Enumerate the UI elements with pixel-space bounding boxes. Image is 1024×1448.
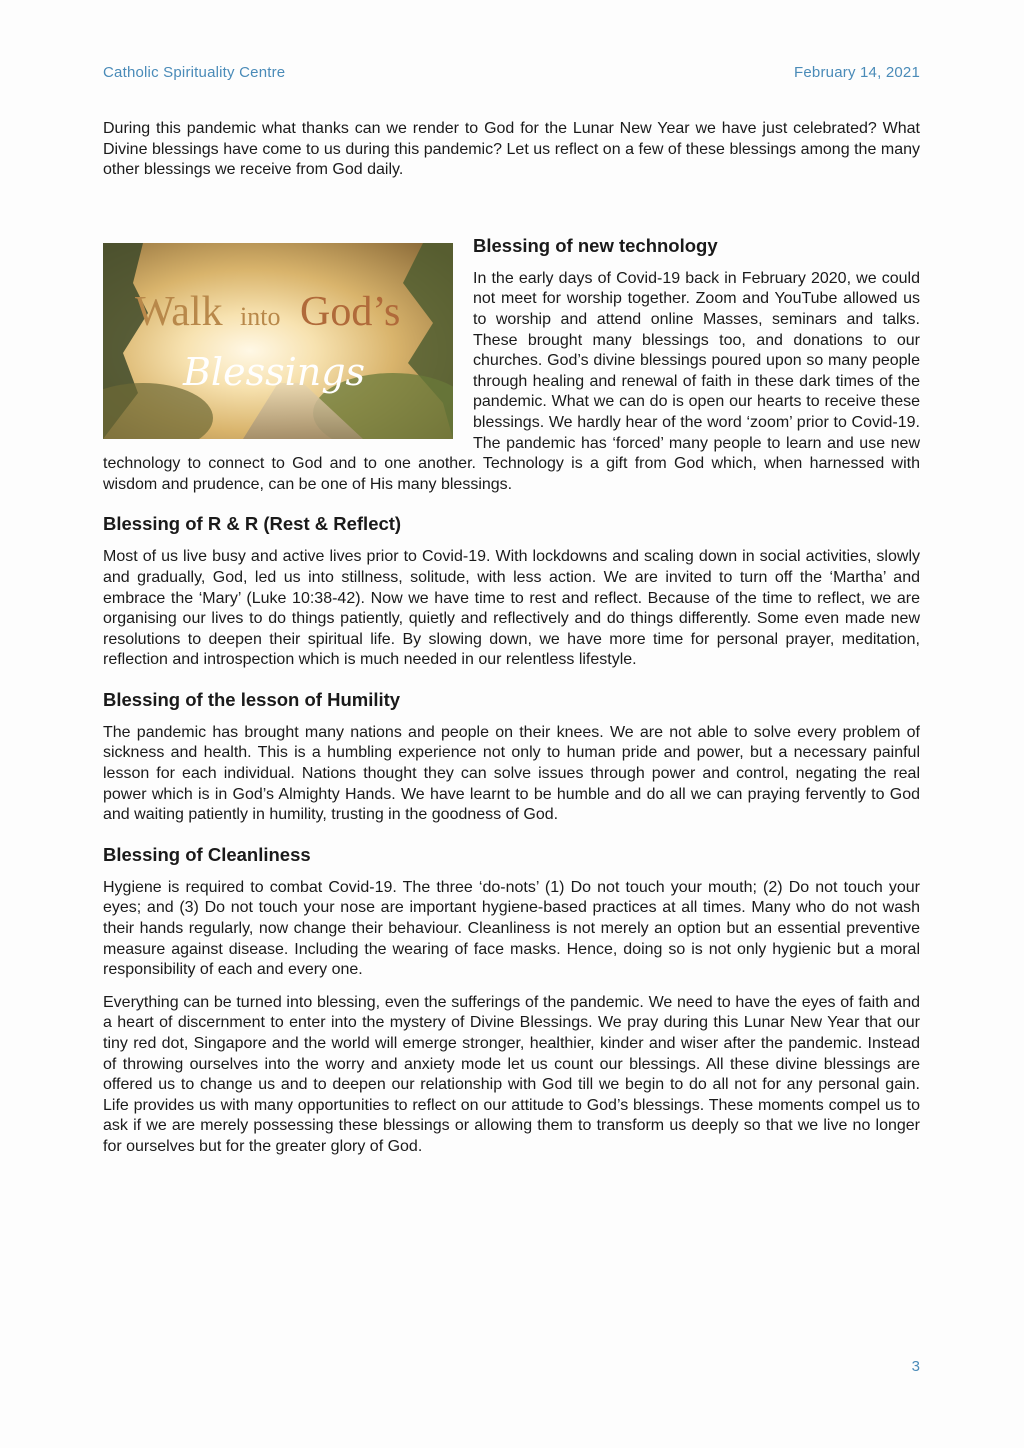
header-date: February 14, 2021 (794, 64, 920, 81)
section-heading: Blessing of R & R (Rest & Reflect) (103, 513, 402, 535)
section-paragraph: Most of us live busy and active lives prior to Covid-19. With lockdowns and scaling down in social activities, slowly and gradually, God, led us into stillness, solitude, with less action. We are invited to turn off the ‘Martha’ and embrace the ‘Mary’ (Luke 10:38-42). Now we have time to rest and reflect. Because of the time to reflect, we are organising our lives to do things patiently, quietly and reflectively and do things differently. Some even made new resolutions to deepen their spiritual life. By slowing down, we have more time for personal prayer, meditation, reflection and introspection which is much needed in our relentless lifestyle. (103, 548, 920, 669)
section-paragraph: The pandemic has brought many nations and people on their knees. We are not able to solve every problem of sickness and health. This is a humbling experience not only to human pride and power, but a necessary painful lesson for each individual. Nations thought they can solve issues through power and control, negating the real power which is in God’s Almighty Hands. We have learnt to be humble and do all we can praying fervently to God and waiting patiently in humility, trusting in the goodness of God. (103, 723, 920, 824)
article-body (103, 119, 920, 1158)
image-word-into: into (240, 301, 281, 331)
section-heading: Blessing of Cleanliness (103, 843, 311, 865)
header-organization: Catholic Spirituality Centre (103, 64, 286, 81)
section-paragraph: In the early days of Covid-19 back in February 2020, we could not meet for worship together. Zoom and YouTube allowed us to worship and attend online Masses, seminars and talks. These brought many blessings too, and donations to our churches. God’s divine blessings poured upon so many people through healing and renewal of faith in these dark times of the pandemic. What we can do is open our hearts to receive these blessings. We hardly hear of the word ‘zoom’ prior to Covid-19. The pandemic has ‘forced’ many people to learn and use new technology to connect to God and to one another. Technology is a gift from God which, when harnessed with wisdom and prudence, can be one of His many blessings. (103, 269, 920, 493)
section-cleanliness (103, 844, 920, 1158)
image-word-blessings: Blessings (183, 349, 366, 394)
image-word-gods: God’s (300, 288, 401, 335)
closing-paragraph: Everything can be turned into blessing, even the sufferings of the pandemic. We need to have the eyes of faith and a heart of discernment to enter into the mystery of Divine Blessings. We pray during this Lunar New Year that our tiny red dot, Singapore and the world will emerge stronger, healthier, kinder and wiser after the pandemic. Instead of throwing ourselves into the worry and anxiety mode let us count our blessings. All these divine blessings are offered us to change us and to deepen our relationship with God till we begin to do all not for any personal gain. Life provides us with many opportunities to reflect on our attitude to God’s blessings. These moments compel us to ask if we are merely possessing these blessings or allowing them to transform us deeply so that we live no longer for ourselves but for the greater glory of God. (103, 993, 920, 1155)
section-new-technology (103, 233, 920, 496)
intro-paragraph: During this pandemic what thanks can we render to God for the Lunar New Year we have just celebrated? What Divine blessings have come to us during this pandemic? Let us reflect on a few of these blessings among the many other blessings we receive from God daily. (103, 120, 920, 179)
page-number: 3 (911, 1358, 920, 1375)
image-word-walk: Walk (135, 288, 223, 335)
section-paragraph: Hygiene is required to combat Covid-19. The three ‘do-nots’ (1) Do not touch your mouth; (2) Do not touch your eyes; and (3) Do not touch your nose are important hygiene-based practices at all times. Many who do not wash their hands regularly, now change their behaviour. Cleanliness is not merely an option but an essential preventive measure against disease. Including the wearing of face masks. Hence, doing so is not only hygienic but a moral responsibility of each and every one. (103, 878, 920, 979)
section-heading: Blessing of new technology (473, 234, 718, 256)
walk-into-gods-blessings-image (103, 243, 453, 439)
section-heading: Blessing of the lesson of Humility (103, 688, 401, 710)
section-rest-and-reflect (103, 513, 920, 671)
section-humility (103, 689, 920, 826)
